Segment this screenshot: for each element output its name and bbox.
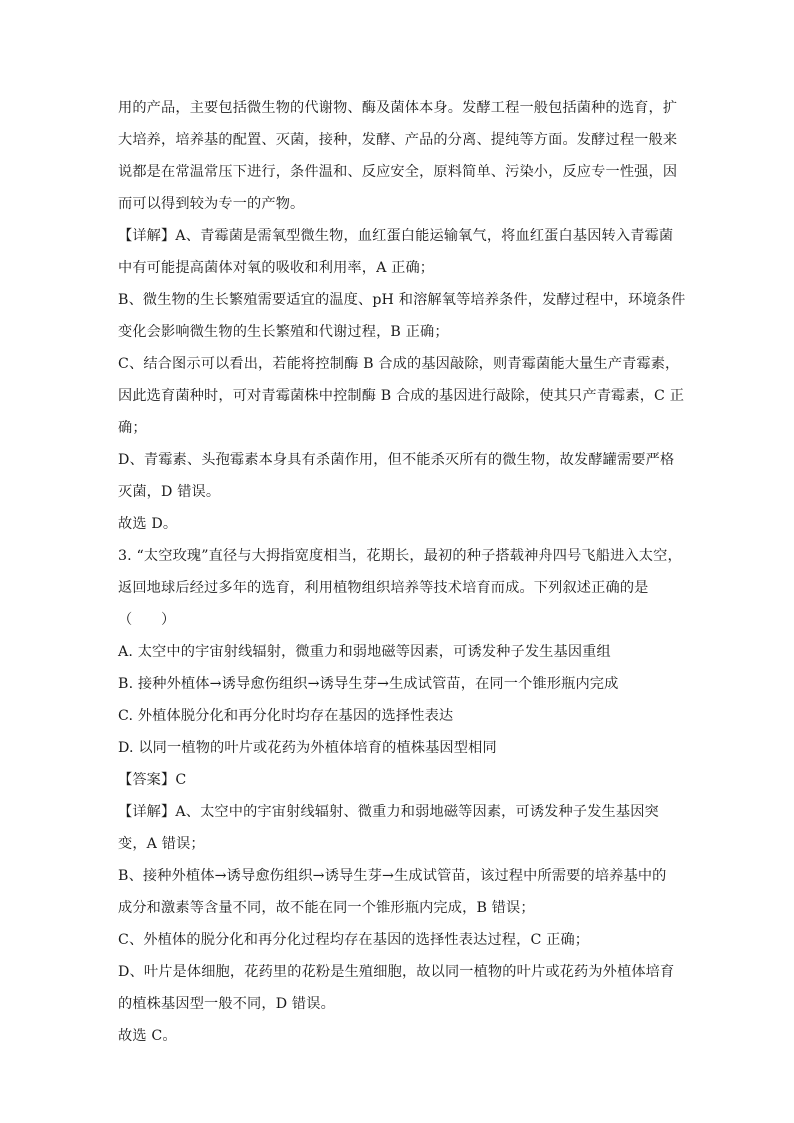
answer-line: 【答案】C xyxy=(118,772,187,788)
text-line: B、接种外植体→诱导愈伤组织→诱导生芽→生成试管苗，该过程中所需要的培养基中的 xyxy=(118,868,667,884)
document-body xyxy=(118,98,686,1058)
text-line: 的植株基因型一般不同，D 错误。 xyxy=(118,996,335,1012)
text-line: D、青霉素、头孢霉素本身具有杀菌作用，但不能杀灭所有的微生物，故发酵罐需要严格 xyxy=(118,452,675,468)
answer-blank: （ ） xyxy=(118,612,176,628)
explanation-line: 【详解】A、太空中的宇宙射线辐射、微重力和弱地磁等因素，可诱发种子发生基因突 xyxy=(118,804,659,820)
conclusion-line: 故选 D。 xyxy=(118,516,178,532)
option-d: D. 以同一植物的叶片或花药为外植体培育的植株基因型相同 xyxy=(118,740,497,756)
text-line: 中有可能提高菌体对氧的吸收和利用率，A 正确； xyxy=(118,260,435,276)
text-line: C、外植体的脱分化和再分化过程均存在基因的选择性表达过程，C 正确； xyxy=(118,932,590,948)
text-line: 说都是在常温常压下进行，条件温和、反应安全，原料简单、污染小，反应专一性强，因 xyxy=(118,164,678,180)
text-line: 变化会影响微生物的生长繁殖和代谢过程，B 正确； xyxy=(118,324,449,340)
conclusion-line: 故选 C。 xyxy=(118,1028,177,1044)
text-line: 灭菌，D 错误。 xyxy=(118,484,221,500)
option-a: A. 太空中的宇宙射线辐射，微重力和弱地磁等因素，可诱发种子发生基因重组 xyxy=(118,644,611,660)
text-line: 变，A 错误； xyxy=(118,836,205,852)
text-line: C、结合图示可以看出，若能将控制酶 B 合成的基因敲除，则青霉菌能大量生产青霉素， xyxy=(118,356,680,372)
text-line: 确； xyxy=(118,420,147,436)
text-line: 成分和激素等含量不同，故不能在同一个锥形瓶内完成，B 错误； xyxy=(118,900,535,916)
question-stem-line: 3. “太空玫瑰”直径与大拇指宽度相当，花期长，最初的种子搭载神舟四号飞船进入太空， xyxy=(118,548,682,564)
option-b: B. 接种外植体→诱导愈伤组织→诱导生芽→生成试管苗，在同一个锥形瓶内完成 xyxy=(118,676,619,692)
explanation-line: 【详解】A、青霉菌是需氧型微生物，血红蛋白能运输氧气，将血红蛋白基因转入青霉菌 xyxy=(118,228,674,244)
text-line: 大培养，培养基的配置、灭菌，接种，发酵、产品的分离、提纯等方面。发酵过程一般来 xyxy=(118,132,678,148)
question-stem-line: 返回地球后经过多年的选育，利用植物组织培养等技术培育而成。下列叙述正确的是 xyxy=(118,580,649,596)
text-line: 用的产品，主要包括微生物的代谢物、酶及菌体本身。发酵工程一般包括菌种的选育，扩 xyxy=(118,100,678,116)
text-line: D、叶片是体细胞，花药里的花粉是生殖细胞，故以同一植物的叶片或花药为外植体培育 xyxy=(118,964,675,980)
text-line: B、微生物的生长繁殖需要适宜的温度、pH 和溶解氧等培养条件，发酵过程中，环境条件 xyxy=(118,292,686,308)
text-line: 因此选育菌种时，可对青霉菌株中控制酶 B 合成的基因进行敲除，使其只产青霉素，C 正 xyxy=(118,388,685,404)
text-line: 而可以得到较为专一的产物。 xyxy=(118,196,305,212)
option-c: C. 外植体脱分化和再分化时均存在基因的选择性表达 xyxy=(118,708,454,724)
